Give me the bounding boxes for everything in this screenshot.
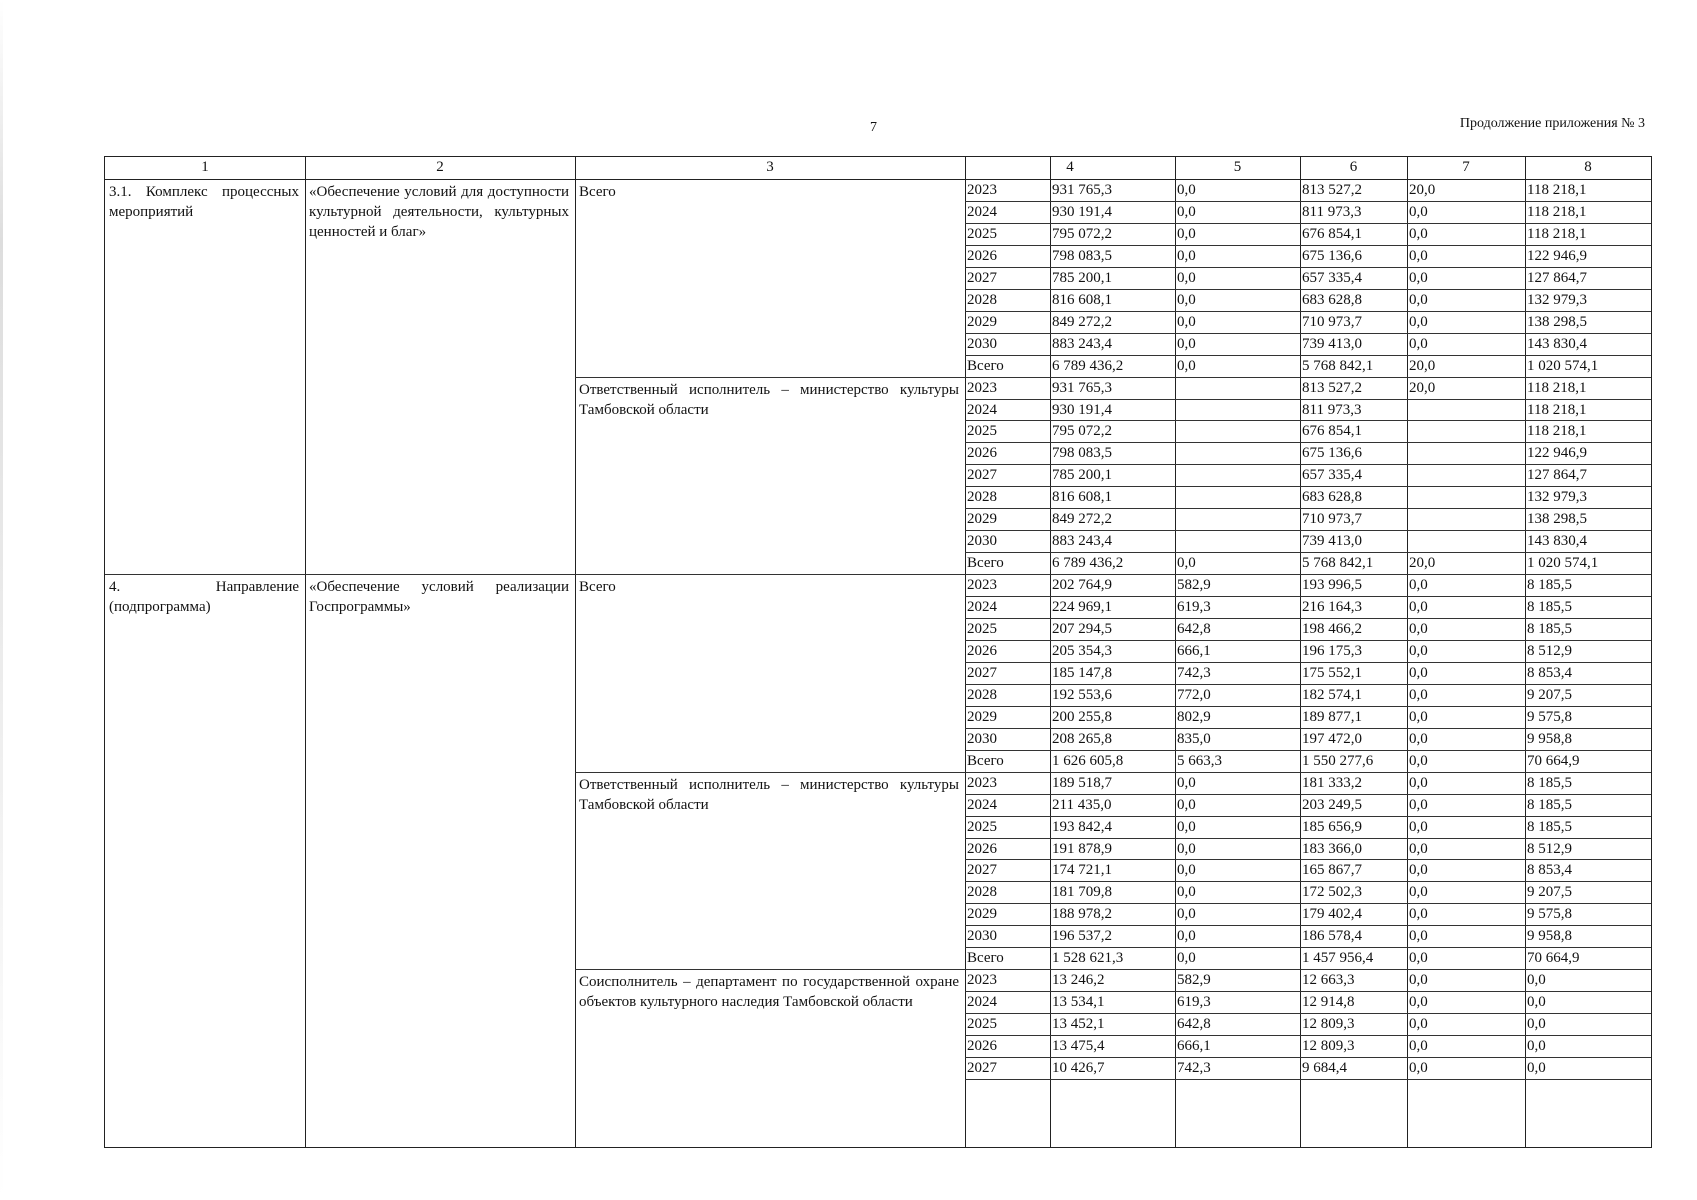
value-cell: 216 164,3 <box>1302 599 1362 616</box>
page-number: 7 <box>870 120 877 135</box>
year-cell: 2027 <box>967 862 997 879</box>
value-cell: 186 578,4 <box>1302 928 1362 945</box>
value-cell: 683 628,8 <box>1302 291 1362 308</box>
value-cell: 10 426,7 <box>1052 1060 1105 1076</box>
value-cell: 742,3 <box>1177 664 1211 681</box>
value-cell: 666,1 <box>1177 642 1211 659</box>
value-cell: 5 663,3 <box>1177 752 1222 769</box>
value-cell: 12 663,3 <box>1302 972 1355 989</box>
column-divider <box>1300 157 1301 1147</box>
value-cell: 192 553,6 <box>1052 686 1112 703</box>
value-cell: 0,0 <box>1409 862 1428 879</box>
value-cell: 6 789 436,2 <box>1052 357 1124 374</box>
value-cell: 207 294,5 <box>1052 621 1112 637</box>
value-cell: 122 946,9 <box>1527 445 1587 462</box>
value-cell: 676 854,1 <box>1302 423 1362 440</box>
value-cell: 143 830,4 <box>1527 335 1587 352</box>
value-cell: 12 809,3 <box>1302 1038 1355 1055</box>
subgroup-divider <box>575 772 965 773</box>
year-cell: 2024 <box>967 994 997 1011</box>
value-cell: 802,9 <box>1177 708 1211 725</box>
year-cell: 2025 <box>967 423 997 440</box>
value-cell: 118 218,1 <box>1527 182 1587 198</box>
value-cell: 188 978,2 <box>1052 906 1112 923</box>
year-cell: 2028 <box>967 291 997 308</box>
value-cell: 0,0 <box>1527 1038 1546 1055</box>
value-cell: 0,0 <box>1527 1060 1546 1076</box>
value-cell: 172 502,3 <box>1302 884 1362 901</box>
year-cell: 2026 <box>967 445 997 462</box>
executor-label: Ответственный исполнитель – министерство культуры Тамбовской области <box>579 381 959 418</box>
value-cell: 70 664,9 <box>1527 752 1580 769</box>
value-cell: 191 878,9 <box>1052 840 1112 857</box>
year-cell: 2029 <box>967 511 997 528</box>
value-cell: 181 333,2 <box>1302 774 1362 791</box>
value-cell: 165 867,7 <box>1302 862 1362 879</box>
value-cell: 8 185,5 <box>1527 599 1572 616</box>
value-cell: 816 608,1 <box>1052 291 1112 308</box>
value-cell: 1 550 277,6 <box>1302 752 1374 769</box>
year-cell: 2024 <box>967 599 997 616</box>
column-header-6: 6 <box>1349 159 1358 175</box>
value-cell: 8 185,5 <box>1527 774 1572 791</box>
value-cell: 0,0 <box>1409 818 1428 835</box>
section-description: «Обеспечение условий для доступности культурной деятельности, культурных ценностей и благ» <box>309 184 569 240</box>
year-cell: 2023 <box>967 972 997 989</box>
value-cell: 813 527,2 <box>1302 379 1362 396</box>
value-cell: 0,0 <box>1409 577 1428 594</box>
column-header-5: 5 <box>1233 159 1242 175</box>
value-cell: 132 979,3 <box>1527 489 1587 506</box>
value-cell: 0,0 <box>1409 599 1428 616</box>
value-cell: 582,9 <box>1177 577 1211 594</box>
value-cell: 0,0 <box>1177 774 1196 791</box>
executor-label: Всего <box>579 184 616 200</box>
executor-label: Ответственный исполнитель – министерство культуры Тамбовской области <box>579 776 959 813</box>
value-cell: 20,0 <box>1409 357 1436 374</box>
year-cell: 2030 <box>967 533 997 550</box>
year-cell: 2023 <box>967 577 997 594</box>
value-cell: 8 185,5 <box>1527 796 1572 813</box>
year-cell: 2025 <box>967 1016 997 1033</box>
value-cell: 0,0 <box>1177 884 1196 901</box>
value-cell: 8 853,4 <box>1527 862 1572 879</box>
value-cell: 9 207,5 <box>1527 884 1572 901</box>
value-cell: 0,0 <box>1409 884 1428 901</box>
year-cell: 2024 <box>967 401 997 418</box>
value-cell: 0,0 <box>1409 291 1428 308</box>
year-cell: 2024 <box>967 796 997 813</box>
year-cell: 2023 <box>967 182 997 198</box>
value-cell: 0,0 <box>1527 972 1546 989</box>
value-cell: 795 072,2 <box>1052 423 1112 440</box>
value-cell: 0,0 <box>1177 555 1196 572</box>
year-cell: 2029 <box>967 313 997 330</box>
value-cell: 193 996,5 <box>1302 577 1362 594</box>
year-cell: 2027 <box>967 269 997 286</box>
value-cell: 0,0 <box>1177 225 1196 242</box>
column-divider <box>1050 157 1051 1147</box>
column-divider <box>1407 157 1408 1147</box>
value-cell: 138 298,5 <box>1527 511 1587 528</box>
value-cell: 205 354,3 <box>1052 642 1112 659</box>
value-cell: 198 466,2 <box>1302 621 1362 637</box>
value-cell: 835,0 <box>1177 730 1211 747</box>
value-cell: 0,0 <box>1177 928 1196 945</box>
value-cell: 118 218,1 <box>1527 225 1587 242</box>
value-cell: 683 628,8 <box>1302 489 1362 506</box>
value-cell: 6 789 436,2 <box>1052 555 1124 572</box>
value-cell: 0,0 <box>1409 642 1428 659</box>
value-cell: 197 472,0 <box>1302 730 1362 747</box>
value-cell: 0,0 <box>1527 994 1546 1011</box>
value-cell: 185 656,9 <box>1302 818 1362 835</box>
value-cell: 12 809,3 <box>1302 1016 1355 1033</box>
value-cell: 883 243,4 <box>1052 335 1112 352</box>
year-cell: 2028 <box>967 686 997 703</box>
year-cell: 2029 <box>967 708 997 725</box>
year-cell: 2023 <box>967 774 997 791</box>
value-cell: 143 830,4 <box>1527 533 1587 550</box>
value-cell: 1 020 574,1 <box>1527 555 1599 572</box>
value-cell: 1 457 956,4 <box>1302 950 1374 967</box>
value-cell: 0,0 <box>1177 269 1196 286</box>
value-cell: 0,0 <box>1409 906 1428 923</box>
value-cell: 931 765,3 <box>1052 182 1112 198</box>
year-cell: 2030 <box>967 730 997 747</box>
value-cell: 739 413,0 <box>1302 335 1362 352</box>
value-cell: 0,0 <box>1409 752 1428 769</box>
value-cell: 208 265,8 <box>1052 730 1112 747</box>
year-cell: 2025 <box>967 225 997 242</box>
value-cell: 0,0 <box>1409 203 1428 220</box>
value-cell: 0,0 <box>1409 269 1428 286</box>
value-cell: 8 512,9 <box>1527 642 1572 659</box>
value-cell: 1 626 605,8 <box>1052 752 1124 769</box>
value-cell: 0,0 <box>1177 335 1196 352</box>
value-cell: 642,8 <box>1177 621 1211 637</box>
value-cell: 8 512,9 <box>1527 840 1572 857</box>
value-cell: 0,0 <box>1409 708 1428 725</box>
year-cell: 2026 <box>967 1038 997 1055</box>
value-cell: 5 768 842,1 <box>1302 357 1374 374</box>
value-cell: 9 958,8 <box>1527 928 1572 945</box>
value-cell: 816 608,1 <box>1052 489 1112 506</box>
subgroup-divider <box>575 969 965 970</box>
value-cell: 642,8 <box>1177 1016 1211 1033</box>
value-cell: 193 842,4 <box>1052 818 1112 835</box>
value-cell: 739 413,0 <box>1302 533 1362 550</box>
value-cell: 9 958,8 <box>1527 730 1572 747</box>
value-cell: 70 664,9 <box>1527 950 1580 967</box>
value-cell: 20,0 <box>1409 182 1436 198</box>
value-cell: 0,0 <box>1409 225 1428 242</box>
year-cell: 2023 <box>967 379 997 396</box>
value-cell: 13 452,1 <box>1052 1016 1105 1033</box>
value-cell: 0,0 <box>1409 950 1428 967</box>
year-cell: Всего <box>967 555 1004 572</box>
year-cell: 2030 <box>967 928 997 945</box>
value-cell: 0,0 <box>1177 796 1196 813</box>
value-cell: 5 768 842,1 <box>1302 555 1374 572</box>
value-cell: 132 979,3 <box>1527 291 1587 308</box>
year-cell: 2027 <box>967 467 997 484</box>
value-cell: 196 537,2 <box>1052 928 1112 945</box>
column-divider <box>1525 157 1526 1147</box>
value-cell: 8 185,5 <box>1527 818 1572 835</box>
year-cell: 2028 <box>967 489 997 506</box>
value-cell: 0,0 <box>1409 621 1428 637</box>
value-cell: 930 191,4 <box>1052 401 1112 418</box>
value-cell: 0,0 <box>1409 1038 1428 1055</box>
value-cell: 118 218,1 <box>1527 203 1587 220</box>
year-cell: 2026 <box>967 642 997 659</box>
value-cell: 127 864,7 <box>1527 467 1587 484</box>
column-divider <box>1175 157 1176 1147</box>
value-cell: 811 973,3 <box>1302 401 1362 418</box>
value-cell: 202 764,9 <box>1052 577 1112 594</box>
value-cell: 0,0 <box>1409 686 1428 703</box>
value-cell: 118 218,1 <box>1527 379 1587 396</box>
value-cell: 179 402,4 <box>1302 906 1362 923</box>
value-cell: 0,0 <box>1527 1016 1546 1033</box>
value-cell: 224 969,1 <box>1052 599 1112 616</box>
value-cell: 666,1 <box>1177 1038 1211 1055</box>
value-cell: 138 298,5 <box>1527 313 1587 330</box>
value-cell: 175 552,1 <box>1302 664 1362 681</box>
value-cell: 798 083,5 <box>1052 247 1112 264</box>
value-cell: 13 246,2 <box>1052 972 1105 989</box>
value-cell: 0,0 <box>1409 928 1428 945</box>
value-cell: 182 574,1 <box>1302 686 1362 703</box>
year-cell: 2025 <box>967 818 997 835</box>
value-cell: 20,0 <box>1409 555 1436 572</box>
subgroup-divider <box>575 574 965 575</box>
value-cell: 203 249,5 <box>1302 796 1362 813</box>
value-cell: 196 175,3 <box>1302 642 1362 659</box>
value-cell: 189 877,1 <box>1302 708 1362 725</box>
value-cell: 657 335,4 <box>1302 269 1362 286</box>
value-cell: 0,0 <box>1177 862 1196 879</box>
value-cell: 798 083,5 <box>1052 445 1112 462</box>
value-cell: 582,9 <box>1177 972 1211 989</box>
value-cell: 785 200,1 <box>1052 269 1112 286</box>
subgroup-divider <box>575 377 965 378</box>
executor-label: Соисполнитель – департамент по государственной охране объектов культурного наследия Тамбовской области <box>579 974 959 1011</box>
value-cell: 13 534,1 <box>1052 994 1105 1011</box>
value-cell: 0,0 <box>1177 247 1196 264</box>
section-number-title: 3.1. Комплекс процессных мероприятий <box>109 184 299 220</box>
year-cell: 2026 <box>967 840 997 857</box>
column-divider <box>305 157 306 1147</box>
value-cell: 657 335,4 <box>1302 467 1362 484</box>
year-cell: 2030 <box>967 335 997 352</box>
value-cell: 118 218,1 <box>1527 401 1587 418</box>
value-cell: 1 528 621,3 <box>1052 950 1124 967</box>
value-cell: 675 136,6 <box>1302 445 1362 462</box>
year-cell: 2027 <box>967 664 997 681</box>
value-cell: 785 200,1 <box>1052 467 1112 484</box>
value-cell: 185 147,8 <box>1052 664 1112 681</box>
column-header-1: 1 <box>201 159 209 175</box>
appendix-continuation-note: Продолжение приложения № 3 <box>1459 116 1645 131</box>
year-cell: 2024 <box>967 203 997 220</box>
value-cell: 122 946,9 <box>1527 247 1587 264</box>
value-cell: 8 853,4 <box>1527 664 1572 681</box>
value-cell: 931 765,3 <box>1052 379 1112 396</box>
year-cell: Всего <box>967 357 1004 374</box>
value-cell: 13 475,4 <box>1052 1038 1105 1055</box>
section-description: «Обеспечение условий реализации Госпрограммы» <box>309 579 569 616</box>
value-cell: 619,3 <box>1177 994 1211 1011</box>
value-cell: 8 185,5 <box>1527 621 1572 637</box>
value-cell: 0,0 <box>1409 972 1428 989</box>
value-cell: 20,0 <box>1409 379 1436 396</box>
value-cell: 127 864,7 <box>1527 269 1587 286</box>
value-cell: 849 272,2 <box>1052 313 1112 330</box>
value-cell: 189 518,7 <box>1052 774 1112 791</box>
value-cell: 0,0 <box>1409 335 1428 352</box>
group-divider <box>105 574 575 575</box>
value-cell: 9 207,5 <box>1527 686 1572 703</box>
value-cell: 12 914,8 <box>1302 994 1355 1011</box>
value-cell: 813 527,2 <box>1302 182 1362 198</box>
column-header-7: 7 <box>1462 159 1470 175</box>
year-cell: 2028 <box>967 884 997 901</box>
value-cell: 9 575,8 <box>1527 906 1572 923</box>
column-header-3: 3 <box>766 159 774 175</box>
column-divider <box>965 157 966 1147</box>
year-cell: 2026 <box>967 247 997 264</box>
value-cell: 0,0 <box>1177 291 1196 308</box>
value-cell: 0,0 <box>1177 357 1196 374</box>
value-cell: 0,0 <box>1177 203 1196 220</box>
value-cell: 200 255,8 <box>1052 708 1112 725</box>
value-cell: 795 072,2 <box>1052 225 1112 242</box>
value-cell: 0,0 <box>1409 796 1428 813</box>
value-cell: 9 684,4 <box>1302 1060 1347 1076</box>
section-number-title: 4. Направление (подпрограмма) <box>109 579 299 616</box>
value-cell: 930 191,4 <box>1052 203 1112 220</box>
year-cell: 2025 <box>967 621 997 637</box>
value-cell: 0,0 <box>1409 1060 1428 1076</box>
value-cell: 9 575,8 <box>1527 708 1572 725</box>
value-cell: 0,0 <box>1409 313 1428 330</box>
value-cell: 742,3 <box>1177 1060 1211 1076</box>
value-cell: 183 366,0 <box>1302 840 1362 857</box>
column-header-4: 4 <box>1066 159 1074 175</box>
value-cell: 772,0 <box>1177 686 1211 703</box>
value-cell: 0,0 <box>1177 313 1196 330</box>
value-cell: 710 973,7 <box>1302 511 1362 528</box>
value-cell: 675 136,6 <box>1302 247 1362 264</box>
column-header-8: 8 <box>1584 159 1592 175</box>
value-cell: 118 218,1 <box>1527 423 1587 440</box>
year-cell: Всего <box>967 950 1004 967</box>
value-cell: 0,0 <box>1177 182 1196 198</box>
column-header-2: 2 <box>436 159 444 175</box>
value-cell: 849 272,2 <box>1052 511 1112 528</box>
value-cell: 619,3 <box>1177 599 1211 616</box>
scan-edge-shadow <box>0 0 3 1200</box>
value-cell: 211 435,0 <box>1052 796 1112 813</box>
value-cell: 0,0 <box>1177 906 1196 923</box>
value-cell: 0,0 <box>1409 1016 1428 1033</box>
value-cell: 883 243,4 <box>1052 533 1112 550</box>
value-cell: 0,0 <box>1409 730 1428 747</box>
value-cell: 0,0 <box>1409 994 1428 1011</box>
value-cell: 1 020 574,1 <box>1527 357 1599 374</box>
budget-table <box>104 156 1652 1148</box>
year-cell: 2027 <box>967 1060 997 1076</box>
value-cell: 0,0 <box>1177 840 1196 857</box>
value-cell: 181 709,8 <box>1052 884 1112 901</box>
value-cell: 0,0 <box>1177 818 1196 835</box>
value-cell: 174 721,1 <box>1052 862 1112 879</box>
year-cell: 2029 <box>967 906 997 923</box>
value-cell: 0,0 <box>1177 950 1196 967</box>
row-divider <box>965 1079 1651 1080</box>
value-cell: 0,0 <box>1409 664 1428 681</box>
value-cell: 8 185,5 <box>1527 577 1572 594</box>
value-cell: 710 973,7 <box>1302 313 1362 330</box>
year-cell: Всего <box>967 752 1004 769</box>
value-cell: 0,0 <box>1409 840 1428 857</box>
executor-label: Всего <box>579 579 616 596</box>
column-divider <box>575 157 576 1147</box>
value-cell: 0,0 <box>1409 774 1428 791</box>
value-cell: 676 854,1 <box>1302 225 1362 242</box>
value-cell: 0,0 <box>1409 247 1428 264</box>
value-cell: 811 973,3 <box>1302 203 1362 220</box>
